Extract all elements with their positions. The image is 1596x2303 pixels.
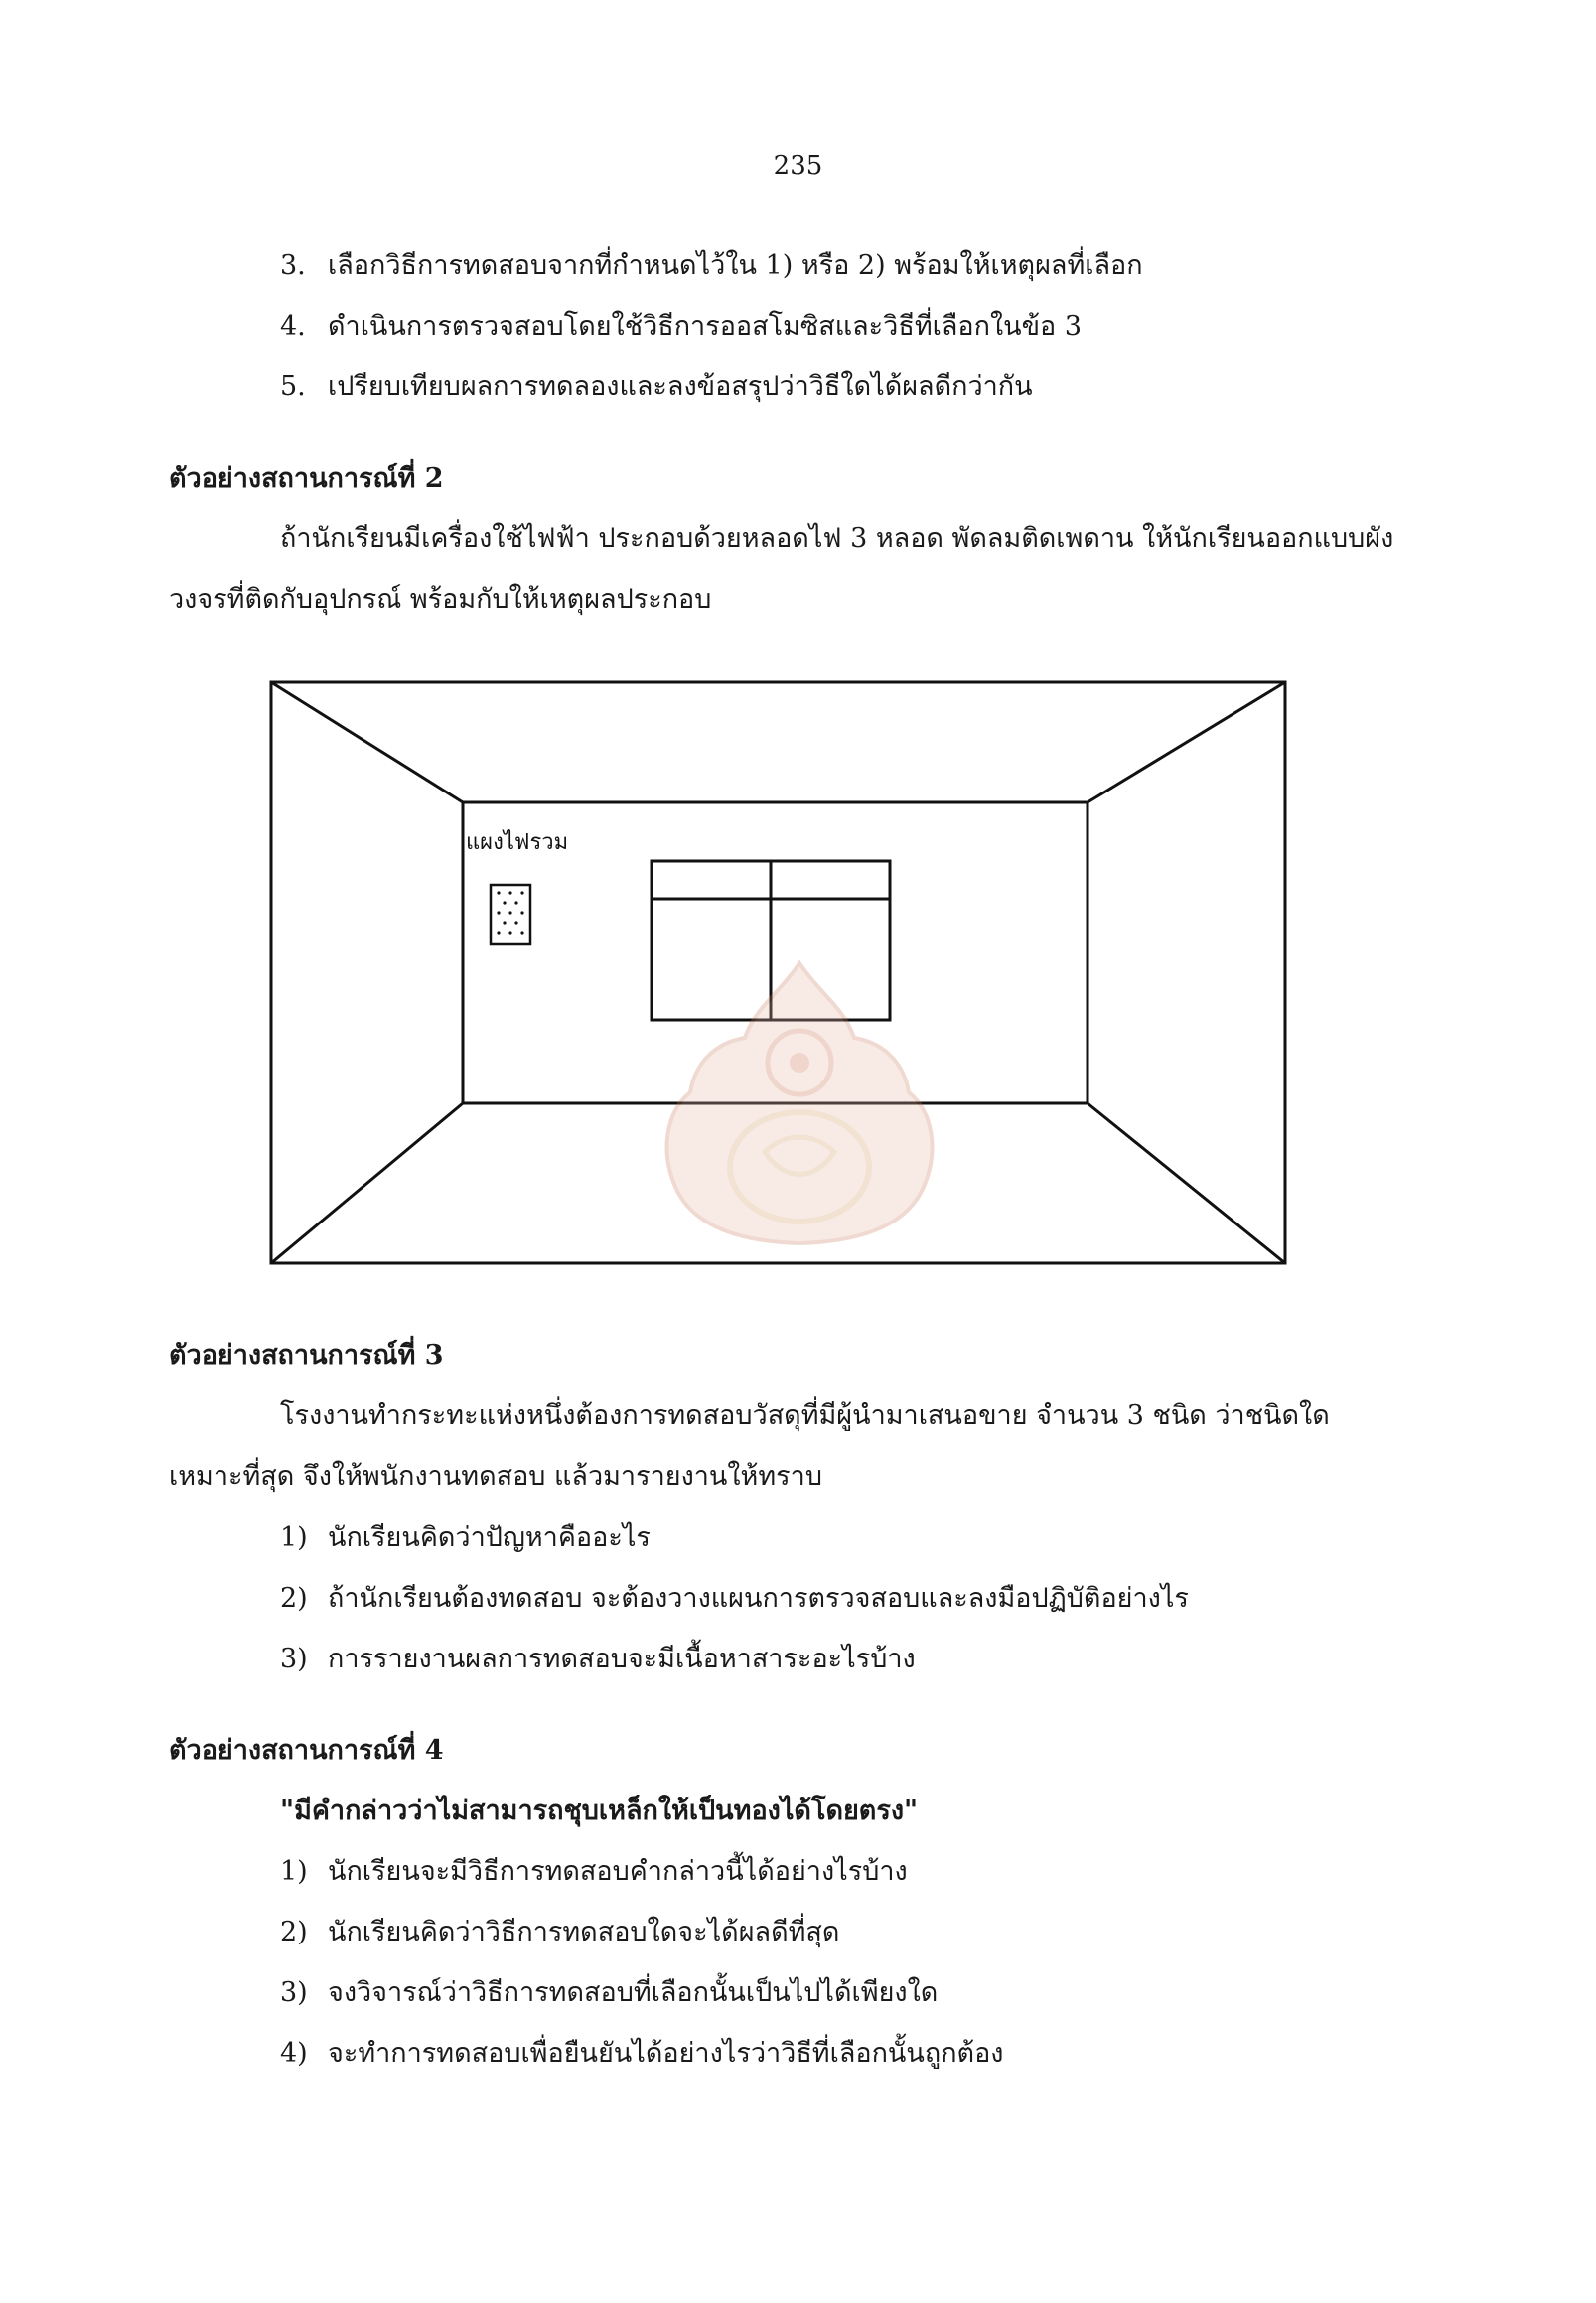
list-item	[280, 1579, 1189, 1619]
room-edge-bottom-left	[271, 1103, 463, 1263]
list-number: 3.	[280, 250, 306, 281]
list-item	[280, 307, 1082, 347]
section-heading-example-4: ตัวอย่างสถานการณ์ที่ 4	[169, 1735, 444, 1766]
section-heading-example-2: ตัวอย่างสถานการณ์ที่ 2	[169, 463, 444, 494]
list-item	[280, 1852, 908, 1892]
room-diagram	[264, 672, 1297, 1268]
list-number: 5.	[280, 371, 306, 402]
list-item	[280, 367, 1033, 407]
list-item	[280, 1973, 938, 2013]
list-number: 3)	[280, 1644, 308, 1674]
list-number: 4.	[280, 311, 306, 342]
list-text: นักเรียนคิดว่าวิธีการทดสอบใดจะได้ผลดีที่สุด	[328, 1917, 840, 1947]
list-item	[280, 2034, 1003, 2074]
section-heading-example-3: ตัวอย่างสถานการณ์ที่ 3	[169, 1340, 444, 1370]
electrical-panel-label: แผงไฟรวม	[466, 830, 569, 855]
list-text: เปรียบเทียบผลการทดลองและลงข้อสรุปว่าวิธีใดได้ผลดีกว่ากัน	[328, 371, 1033, 402]
window	[652, 861, 890, 1020]
list-text: ดำเนินการตรวจสอบโดยใช้วิธีการออสโมซิสและวิธีที่เลือกในข้อ 3	[328, 311, 1083, 342]
list-text: จะทำการทดสอบเพื่อยืนยันได้อย่างไรว่าวิธีที่เลือกนั้นถูกต้อง	[328, 2038, 1004, 2069]
quote-statement: "มีคำกล่าวว่าไม่สามารถชุบเหล็กให้เป็นทองได้โดยตรง"	[280, 1796, 919, 1826]
list-text: ถ้านักเรียนต้องทดสอบ จะต้องวางแผนการตรวจสอบและลงมือปฏิบัติอย่างไร	[328, 1583, 1189, 1614]
list-number: 1)	[280, 1856, 308, 1887]
list-number: 1)	[280, 1522, 308, 1553]
electrical-panel-dots	[497, 891, 523, 934]
list-number: 4)	[280, 2038, 308, 2069]
list-text: นักเรียนจะมีวิธีการทดสอบคำกล่าวนี้ได้อย่างไรบ้าง	[328, 1856, 908, 1887]
list-item	[280, 1518, 651, 1558]
room-outer-wall	[271, 682, 1285, 1263]
list-item	[280, 246, 1143, 286]
room-edge-top-right	[1088, 682, 1285, 802]
list-number: 2)	[280, 1917, 308, 1947]
paragraph-line: วงจรที่ติดกับอุปกรณ์ พร้อมกับให้เหตุผลประกอบ	[169, 584, 712, 615]
list-item	[280, 1913, 839, 1952]
paragraph-line: ถ้านักเรียนมีเครื่องใช้ไฟฟ้า ประกอบด้วยหลอดไฟ 3 หลอด พัดลมติดเพดาน ให้นักเรียนออกแบบผัง	[280, 523, 1394, 554]
page-number: 235	[773, 151, 823, 181]
list-text: เลือกวิธีการทดสอบจากที่กำหนดไว้ใน 1) หรือ 2) พร้อมให้เหตุผลที่เลือก	[328, 250, 1143, 281]
list-item	[280, 1640, 916, 1679]
list-number: 2)	[280, 1583, 308, 1614]
list-number: 3)	[280, 1977, 308, 2008]
room-edge-bottom-right	[1088, 1103, 1285, 1263]
paragraph-line: โรงงานทำกระทะแห่งหนึ่งต้องการทดสอบวัสดุที่มีผู้นำมาเสนอขาย จำนวน 3 ชนิด ว่าชนิดใด	[280, 1400, 1330, 1431]
list-text: การรายงานผลการทดสอบจะมีเนื้อหาสาระอะไรบ้าง	[328, 1644, 916, 1674]
paragraph-line: เหมาะที่สุด จึงให้พนักงานทดสอบ แล้วมารายงานให้ทราบ	[169, 1461, 822, 1492]
room-edge-top-left	[271, 682, 463, 802]
list-text: จงวิจารณ์ว่าวิธีการทดสอบที่เลือกนั้นเป็นไปได้เพียงใด	[328, 1977, 939, 2008]
list-text: นักเรียนคิดว่าปัญหาคืออะไร	[328, 1522, 651, 1553]
